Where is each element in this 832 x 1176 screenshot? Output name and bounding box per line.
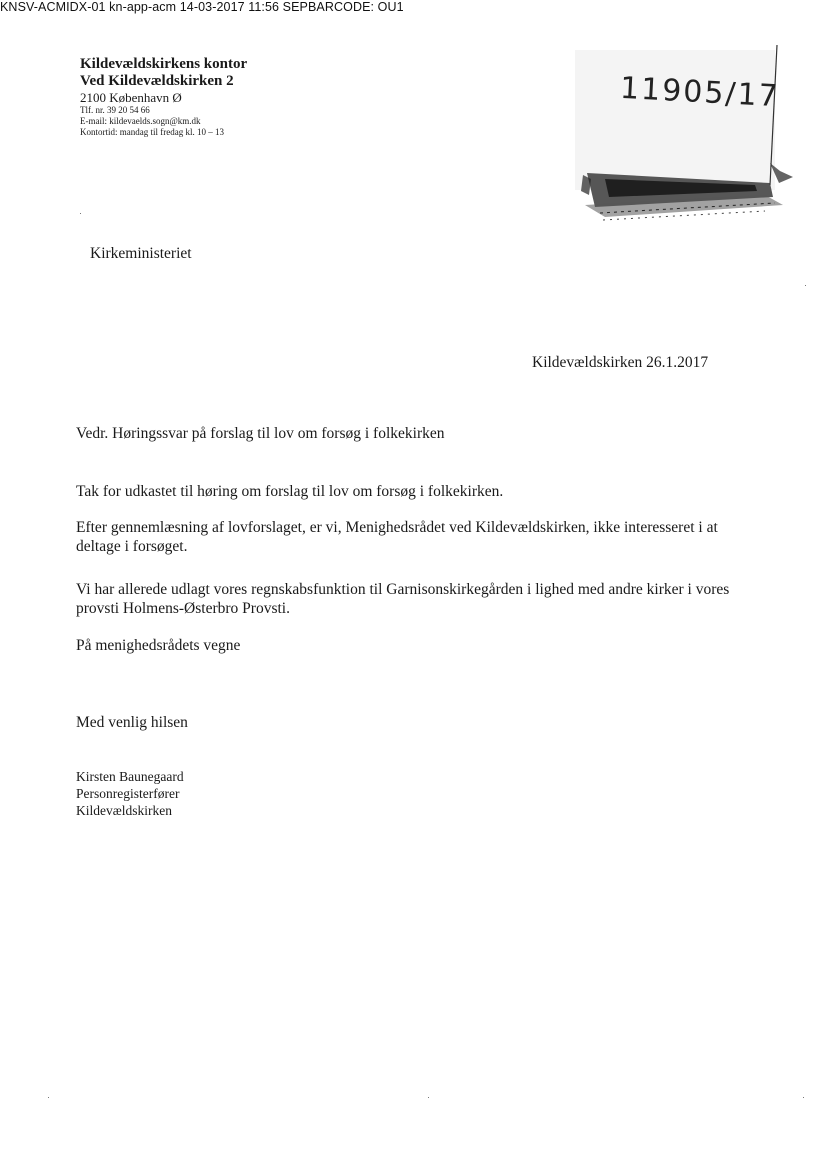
- scan-speck: [48, 1097, 49, 1098]
- sender-org-name: Kildevældskirkens kontor: [80, 56, 248, 72]
- sender-street: Ved Kildevældskirken 2: [80, 73, 234, 89]
- scan-speck: [80, 213, 81, 214]
- fax-header: KNSV-ACMIDX-01 kn-app-acm 14-03-2017 11:56 SEPBARCODE: OU1: [0, 0, 404, 14]
- paragraph: Vi har allerede udlagt vores regnskabsfunktion til Garnisonskirkegården i lighed med andre kirker i vores provsti Holmens-Østerbro Provsti.: [76, 581, 730, 617]
- closing-phrase: På menighedsrådets vegne: [76, 637, 241, 654]
- paragraph: Efter gennemlæsning af lovforslaget, er vi, Menighedsrådet ved Kildevældskirken, ikke interesseret i at deltage i forsøget.: [76, 519, 718, 555]
- scan-speck: [803, 1097, 804, 1098]
- signature-block: [76, 768, 184, 819]
- received-stamp: [565, 45, 810, 225]
- subject-line: Vedr. Høringssvar på forslag til lov om forsøg i folkekirken: [76, 425, 445, 442]
- scan-speck: [805, 285, 806, 286]
- sender-email: E-mail: kildevaelds.sogn@km.dk: [80, 116, 201, 126]
- stamp-handwritten-number: 11905/17: [619, 70, 781, 115]
- signature-place: Kildevældskirken: [76, 803, 172, 818]
- stamp-graphic: [565, 45, 810, 225]
- signature-title: Personregisterfører: [76, 786, 180, 801]
- signature-name: Kirsten Baunegaard: [76, 769, 184, 784]
- sender-block: [80, 56, 247, 138]
- scan-speck: [428, 1097, 429, 1098]
- sender-office-hours: Kontortid: mandag til fredag kl. 10 – 13: [80, 127, 224, 137]
- greeting: Med venlig hilsen: [76, 714, 188, 731]
- recipient: Kirkeministeriet: [90, 245, 192, 262]
- paragraph: Tak for udkastet til høring om forslag til lov om forsøg i folkekirken.: [76, 483, 504, 500]
- date-line: Kildevældskirken 26.1.2017: [532, 354, 709, 371]
- sender-city: 2100 København Ø: [80, 90, 182, 105]
- sender-phone: Tlf. nr. 39 20 54 66: [80, 105, 150, 115]
